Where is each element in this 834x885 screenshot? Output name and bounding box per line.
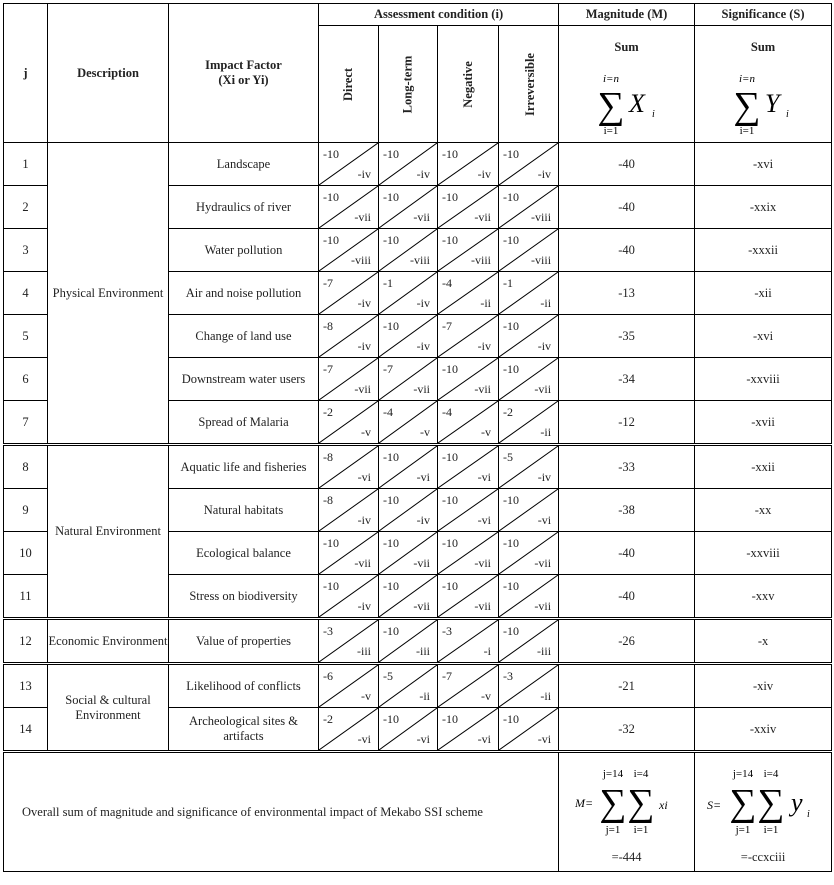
row-index: 8: [4, 445, 48, 489]
row-index: 1: [4, 143, 48, 186]
magnitude-value: -6: [323, 669, 333, 683]
significance-sub: i: [807, 809, 810, 820]
significance-sum-formula: [727, 72, 799, 138]
svg-text:∑: ∑: [627, 782, 655, 824]
magnitude-value: -10: [383, 624, 399, 638]
magnitude-value: -10: [503, 190, 519, 204]
row-index: 7: [4, 401, 48, 445]
magnitude-value: -5: [383, 669, 393, 683]
magnitude-value: -10: [442, 190, 458, 204]
assessment-cell: [438, 532, 499, 575]
assessment-cell: [499, 619, 559, 664]
impact-factor: Value of properties: [169, 619, 319, 664]
magnitude-sum: -12: [559, 401, 695, 445]
assessment-cell: [319, 664, 379, 708]
magnitude-value: -10: [383, 319, 399, 333]
svg-text:∑: ∑: [733, 85, 761, 127]
formula-var: X: [628, 89, 645, 118]
significance-value: -iv: [416, 513, 430, 527]
row-index: 11: [4, 575, 48, 619]
assessment-cell: [319, 272, 379, 315]
significance-value: -v: [481, 689, 491, 703]
assessment-cell: [319, 315, 379, 358]
significance-value: -vii: [534, 382, 552, 396]
magnitude-value: -10: [323, 536, 339, 550]
magnitude-value: -10: [383, 536, 399, 550]
magnitude-sum: -40: [559, 143, 695, 186]
magnitude-var: xi: [658, 798, 668, 812]
significance-sum-header: [695, 26, 832, 143]
magnitude-sum-formula: [591, 72, 663, 138]
significance-sum: -xxxii: [695, 229, 832, 272]
table-row: [4, 445, 832, 489]
significance-value: -vii: [534, 556, 552, 570]
row-index: 5: [4, 315, 48, 358]
significance-total: [695, 752, 832, 872]
impact-factor: Spread of Malaria: [169, 401, 319, 445]
assessment-cell: [319, 445, 379, 489]
assessment-cell: [499, 489, 559, 532]
assessment-cell: [319, 575, 379, 619]
row-index: 3: [4, 229, 48, 272]
magnitude-value: -1: [383, 276, 393, 290]
outer-upper: j=14: [602, 768, 623, 780]
assessment-cell: [438, 445, 499, 489]
assessment-cell: [438, 664, 499, 708]
significance-value: -vi: [416, 470, 430, 484]
assessment-cell: [319, 401, 379, 445]
magnitude-value: -10: [503, 712, 519, 726]
significance-value: -vi: [357, 470, 371, 484]
impact-factor: Downstream water users: [169, 358, 319, 401]
inner-upper: i=4: [633, 768, 648, 780]
inner-lower: i=1: [763, 824, 779, 836]
formula-lower: i=1: [603, 125, 618, 137]
significance-value: -ii: [540, 689, 552, 703]
significance-value: -vii: [413, 599, 430, 613]
magnitude-sum: -40: [559, 186, 695, 229]
assessment-cell: [499, 229, 559, 272]
impact-factor: Aquatic life and fisheries: [169, 445, 319, 489]
assessment-cell: [379, 619, 438, 664]
header-impact-factor: [169, 4, 319, 143]
significance-value: -viii: [531, 253, 552, 267]
significance-value: -viii: [531, 210, 552, 224]
assessment-cell: [379, 186, 438, 229]
magnitude-total-value: =-444: [611, 850, 642, 864]
formula-upper: i=n: [602, 73, 619, 85]
assessment-cell: [438, 358, 499, 401]
significance-value: -vi: [477, 513, 491, 527]
formula-lower: i=1: [739, 125, 755, 137]
magnitude-value: -10: [442, 362, 458, 376]
magnitude-value: -10: [323, 147, 339, 161]
assessment-cell: [379, 489, 438, 532]
significance-sum: -xx: [695, 489, 832, 532]
significance-value: -vii: [413, 382, 430, 396]
magnitude-value: -10: [383, 579, 399, 593]
magnitude-value: -10: [323, 579, 339, 593]
magnitude-value: -5: [503, 450, 513, 464]
significance-sum: -xii: [695, 272, 832, 315]
magnitude-value: -7: [442, 319, 452, 333]
assessment-cell: [438, 315, 499, 358]
impact-factor: Stress on biodiversity: [169, 575, 319, 619]
row-index: 6: [4, 358, 48, 401]
magnitude-value: -3: [323, 624, 333, 638]
significance-value: -iv: [357, 599, 371, 613]
significance-value: -viii: [410, 253, 430, 267]
group-description: Physical Environment: [48, 143, 169, 445]
impact-factor: Likelihood of conflicts: [169, 664, 319, 708]
magnitude-sum: -40: [559, 229, 695, 272]
impact-assessment-table: [3, 3, 832, 872]
impact-factor: Landscape: [169, 143, 319, 186]
magnitude-value: -10: [442, 233, 458, 247]
significance-sum: -xxiv: [695, 708, 832, 752]
table-row: [4, 619, 832, 664]
magnitude-sum: -38: [559, 489, 695, 532]
significance-value: -vi: [357, 732, 371, 746]
summary-row: [4, 752, 832, 872]
significance-value: -iv: [537, 470, 552, 484]
svg-text:∑: ∑: [599, 782, 627, 824]
significance-sum: -xxviii: [695, 358, 832, 401]
significance-value: -vii: [354, 382, 371, 396]
impact-factor-sub: (Xi or Yi): [218, 73, 269, 87]
assessment-cell: [319, 708, 379, 752]
group-description: Social & cultural Environment: [48, 664, 169, 752]
assessment-cell: [319, 143, 379, 186]
assessment-cell: [499, 358, 559, 401]
magnitude-sum: -13: [559, 272, 695, 315]
impact-factor: Water pollution: [169, 229, 319, 272]
header-assessment: Assessment condition (i): [319, 4, 559, 26]
assessment-cell: [438, 401, 499, 445]
significance-value: -vii: [354, 556, 371, 570]
magnitude-value: -1: [503, 276, 513, 290]
assessment-cell: [499, 401, 559, 445]
magnitude-value: -10: [503, 147, 519, 161]
inner-lower: i=1: [633, 824, 648, 836]
magnitude-value: -10: [442, 579, 458, 593]
magnitude-value: -3: [442, 624, 452, 638]
magnitude-sum: -40: [559, 532, 695, 575]
assessment-cell: [379, 664, 438, 708]
significance-value: -iii: [537, 644, 552, 658]
outer-lower: j=1: [605, 824, 620, 836]
magnitude-value: -8: [323, 450, 333, 464]
magnitude-value: -10: [442, 493, 458, 507]
magnitude-value: -3: [503, 669, 513, 683]
significance-value: -viii: [351, 253, 371, 267]
magnitude-value: -10: [383, 493, 399, 507]
magnitude-prefix: M=: [574, 796, 593, 810]
row-index: 2: [4, 186, 48, 229]
significance-value: -vi: [537, 513, 552, 527]
impact-factor: Change of land use: [169, 315, 319, 358]
svg-text:∑: ∑: [757, 782, 785, 824]
significance-value: -viii: [471, 253, 491, 267]
significance-value: -iii: [416, 644, 430, 658]
row-index: 12: [4, 619, 48, 664]
assessment-cell: [379, 575, 438, 619]
magnitude-sum: -21: [559, 664, 695, 708]
significance-sum: -xvi: [695, 315, 832, 358]
significance-value: -vii: [474, 210, 491, 224]
svg-text:∑: ∑: [729, 782, 757, 824]
significance-value: -vii: [534, 599, 552, 613]
magnitude-value: -8: [323, 319, 333, 333]
magnitude-sum: -33: [559, 445, 695, 489]
significance-value: -vi: [477, 470, 491, 484]
significance-value: -vii: [413, 210, 430, 224]
assessment-cell: [379, 445, 438, 489]
assessment-cell: [499, 575, 559, 619]
outer-upper: j=14: [732, 768, 754, 780]
assessment-cell: [379, 358, 438, 401]
assessment-cell: [438, 575, 499, 619]
magnitude-value: -10: [383, 190, 399, 204]
significance-value: -vii: [474, 599, 491, 613]
significance-value: -vi: [477, 732, 491, 746]
magnitude-sum-label: Sum: [614, 40, 639, 54]
magnitude-total-formula: [575, 761, 685, 847]
assessment-cell: [379, 229, 438, 272]
magnitude-sum: -35: [559, 315, 695, 358]
impact-factor: Hydraulics of river: [169, 186, 319, 229]
assessment-cell: [499, 272, 559, 315]
significance-value: -vii: [354, 210, 371, 224]
significance-value: -iv: [357, 167, 371, 181]
assessment-cell: [379, 272, 438, 315]
magnitude-value: -10: [503, 362, 519, 376]
significance-value: -ii: [419, 689, 430, 703]
significance-value: -iv: [537, 339, 552, 353]
header-condition-direct: Direct: [319, 26, 379, 143]
assessment-cell: [438, 708, 499, 752]
assessment-cell: [499, 532, 559, 575]
impact-factor: Natural habitats: [169, 489, 319, 532]
row-index: 10: [4, 532, 48, 575]
magnitude-value: -2: [323, 405, 333, 419]
impact-factor: Ecological balance: [169, 532, 319, 575]
assessment-cell: [499, 708, 559, 752]
assessment-cell: [438, 143, 499, 186]
significance-sum: -xxv: [695, 575, 832, 619]
magnitude-value: -7: [323, 362, 333, 376]
magnitude-value: -10: [442, 712, 458, 726]
group-description: Economic Environment: [48, 619, 169, 664]
significance-value: -v: [481, 425, 491, 439]
significance-sum: -xvii: [695, 401, 832, 445]
impact-factor: Archeological sites & artifacts: [169, 708, 319, 752]
significance-total-formula: [707, 761, 821, 847]
row-index: 13: [4, 664, 48, 708]
magnitude-total: [559, 752, 695, 872]
assessment-cell: [379, 532, 438, 575]
magnitude-value: -10: [442, 536, 458, 550]
significance-value: -iv: [357, 339, 371, 353]
significance-total-value: =-ccxciii: [740, 850, 786, 864]
table-row: [4, 664, 832, 708]
significance-value: -vii: [474, 382, 491, 396]
assessment-cell: [499, 186, 559, 229]
assessment-cell: [499, 315, 559, 358]
significance-sum: -x: [695, 619, 832, 664]
significance-value: -i: [483, 644, 491, 658]
table-row: [4, 143, 832, 186]
significance-value: -v: [361, 689, 371, 703]
magnitude-sum: -40: [559, 575, 695, 619]
magnitude-value: -4: [442, 276, 452, 290]
magnitude-value: -10: [503, 493, 519, 507]
assessment-cell: [319, 619, 379, 664]
magnitude-value: -10: [442, 450, 458, 464]
assessment-cell: [499, 445, 559, 489]
significance-sum: -xvi: [695, 143, 832, 186]
header-significance: Significance (S): [695, 4, 832, 26]
assessment-cell: [499, 664, 559, 708]
magnitude-value: -10: [503, 319, 519, 333]
assessment-cell: [319, 489, 379, 532]
assessment-cell: [499, 143, 559, 186]
significance-value: -iv: [357, 296, 371, 310]
magnitude-value: -10: [503, 579, 519, 593]
svg-text:∑: ∑: [597, 85, 625, 127]
significance-value: -ii: [480, 296, 491, 310]
magnitude-sum: -26: [559, 619, 695, 664]
assessment-cell: [319, 358, 379, 401]
assessment-cell: [379, 401, 438, 445]
magnitude-sum: -34: [559, 358, 695, 401]
row-index: 9: [4, 489, 48, 532]
magnitude-value: -10: [383, 450, 399, 464]
row-index: 14: [4, 708, 48, 752]
significance-value: -iv: [357, 513, 371, 527]
significance-value: -iii: [357, 644, 371, 658]
header-j: j: [4, 4, 48, 143]
inner-upper: i=4: [763, 768, 779, 780]
significance-sum: -xiv: [695, 664, 832, 708]
magnitude-value: -8: [323, 493, 333, 507]
assessment-cell: [379, 315, 438, 358]
significance-sum: -xxii: [695, 445, 832, 489]
header-description: Description: [48, 4, 169, 143]
magnitude-value: -10: [383, 147, 399, 161]
magnitude-value: -10: [503, 536, 519, 550]
header-magnitude: Magnitude (M): [559, 4, 695, 26]
group-description: Natural Environment: [48, 445, 169, 619]
formula-var: Y: [765, 89, 780, 118]
magnitude-value: -2: [503, 405, 513, 419]
significance-value: -v: [420, 425, 430, 439]
magnitude-value: -10: [383, 233, 399, 247]
significance-sum-label: Sum: [750, 40, 776, 54]
impact-factor: Air and noise pollution: [169, 272, 319, 315]
magnitude-value: -7: [323, 276, 333, 290]
assessment-cell: [379, 143, 438, 186]
magnitude-value: -10: [503, 624, 519, 638]
header-condition-negative: Negative: [438, 26, 499, 143]
magnitude-value: -7: [442, 669, 452, 683]
assessment-cell: [438, 186, 499, 229]
row-index: 4: [4, 272, 48, 315]
significance-value: -iv: [416, 339, 430, 353]
assessment-cell: [319, 186, 379, 229]
magnitude-value: -10: [323, 233, 339, 247]
magnitude-value: -10: [503, 233, 519, 247]
assessment-cell: [319, 229, 379, 272]
assessment-cell: [438, 489, 499, 532]
significance-value: -iv: [477, 339, 491, 353]
assessment-cell: [379, 708, 438, 752]
significance-value: -ii: [540, 296, 552, 310]
magnitude-sum-header: [559, 26, 695, 143]
significance-value: -vii: [413, 556, 430, 570]
significance-value: -iv: [416, 167, 430, 181]
assessment-cell: [438, 229, 499, 272]
assessment-cell: [438, 272, 499, 315]
significance-sum: -xxviii: [695, 532, 832, 575]
formula-sub: i: [786, 109, 789, 120]
magnitude-value: -7: [383, 362, 393, 376]
magnitude-value: -4: [442, 405, 452, 419]
significance-value: -iv: [537, 167, 552, 181]
magnitude-value: -10: [323, 190, 339, 204]
formula-upper: i=n: [739, 73, 756, 85]
significance-value: -v: [361, 425, 371, 439]
significance-value: -ii: [540, 425, 552, 439]
significance-prefix: S=: [707, 798, 722, 812]
assessment-cell: [319, 532, 379, 575]
significance-value: -vii: [474, 556, 491, 570]
magnitude-value: -10: [383, 712, 399, 726]
magnitude-value: -2: [323, 712, 333, 726]
significance-value: -vi: [416, 732, 430, 746]
magnitude-sum: -32: [559, 708, 695, 752]
formula-sub: i: [651, 109, 655, 120]
significance-var: y: [791, 788, 803, 817]
header-condition-irreversible: Irreversible: [499, 26, 559, 143]
significance-value: -iv: [416, 296, 430, 310]
summary-label: Overall sum of magnitude and significance of environmental impact of Mekabo SSI scheme: [4, 752, 559, 872]
significance-sum: -xxix: [695, 186, 832, 229]
magnitude-value: -10: [442, 147, 458, 161]
outer-lower: j=1: [735, 824, 751, 836]
significance-value: -iv: [477, 167, 491, 181]
significance-value: -vi: [537, 732, 552, 746]
header-condition-long-term: Long-term: [379, 26, 438, 143]
impact-factor-label: Impact Factor: [205, 58, 282, 72]
assessment-cell: [438, 619, 499, 664]
magnitude-value: -4: [383, 405, 393, 419]
